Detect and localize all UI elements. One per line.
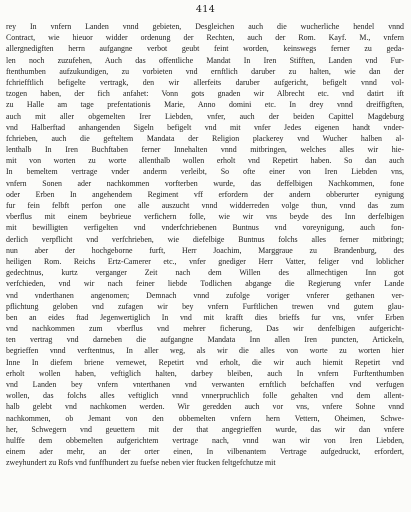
text-line: einem ader mehr, an der orter einen, In vilbenantem Vertrage aufgedruckt, erfordert, bbox=[6, 447, 404, 457]
text-line: halb gelebt vnd nachkomen werden. Wir geredden auch vor vns, vnfere Sohne vnnd bbox=[6, 402, 404, 412]
text-line: In bemeltem vertrage vnder anderm verleibt, So ofte einer von Iren Liebden vns, bbox=[6, 167, 404, 177]
text-line: her, Schwegern vnd geuettern mit der that angegrieffen wurde, das wir dan vnfere bbox=[6, 424, 404, 434]
text-line: verfchieden, vnd wir nach feiner liebde Todlichen abgange die Regierung vnfer Lande bbox=[6, 279, 404, 289]
text-line: Contract, wie hieuor widder ordenung der Rechten, auch der Rom. Kayf. M., vnfern bbox=[6, 33, 404, 43]
text-line: derlich verpflicht vnd verfchrieben, wie diefelbige Buntnus folchs alles ferner mitbringt; bbox=[6, 234, 404, 244]
text-line: mit von worten zu worte allenthalb wollen erholt vnd Repetirt haben. So dan auch bbox=[6, 156, 404, 166]
text-line: ftenthumben aufzukundigen, zu vorbieten vnd ernftlich daruber zu halten, wie dan der bbox=[6, 66, 404, 76]
text-line: vnd nachkommen zum vberflus vnd mehrer ficherung, Das wir denfelbigen aufgericht- bbox=[6, 324, 404, 334]
text-line: allergnedigften herrn aufgangne verbot geubt feint worden, keinswegs ferner zu geda- bbox=[6, 44, 404, 54]
text-line: zu Halle am tage prefentationis Marie, Anno domini etc. In drey vnnd dreiffigften, bbox=[6, 100, 404, 110]
text-line: fchriefftlich befigelte vertragk, den wir allerfeits daruber aufgericht, befigelt vnnd vol- bbox=[6, 77, 404, 87]
text-line: auch mit aller obgemelten Irer Liebden, vnfer, auch der beiden Capittel Magdeburg bbox=[6, 111, 404, 121]
text-line: vnfern Sonen ader nachkommen vorfterben wurde, das deffelbigen Nachkommen, fone bbox=[6, 178, 404, 188]
text-line: zweyhundert zu Rofs vnd funffhundert zu fuefse neben vier ftucken feltgefchutze mit bbox=[6, 458, 276, 468]
text-line: heiligen Rom. Reichs Ertz-Camerer etc., vnfer gnediger Herr Vatter, feliger vnd loblicher bbox=[6, 256, 404, 266]
text-line: vnd Halberftad anhangenden Sigeln befigelt vnd mit vnfer Jedes eigenen handt vnder- bbox=[6, 122, 404, 132]
text-line: ten vertrag vnd darneben die aufgangne Mandata Inn allen Iren puncten, Artickeln, bbox=[6, 335, 404, 345]
text-line: begrieffen vnnd verftentnus, In aller weg, als wir die alles von worte zu worten hier bbox=[6, 346, 404, 356]
body-text bbox=[6, 21, 404, 469]
text-line: vberflus mit einem beybrieue verfichern folle, wie wir vns beyde des Inn derfelbigen bbox=[6, 212, 404, 222]
text-line: fchrieben, auch die gefteltem Mandata der Religion plackerey vnd Wucher halben al- bbox=[6, 133, 404, 143]
text-line: ben an eides ftad Jegenwertiglich In vnd mit krafft dies brieffs fur vns, vnfer Erben bbox=[6, 312, 404, 322]
text-line: mit bewilligten verfigelten vnd vnderfchriebenen Buntnus vnd voreynigung, auch fon- bbox=[6, 223, 404, 233]
text-line: nachkommen, ob Jemant von den obbemelten vnfern hern Vettern, Oheimen, Schwe- bbox=[6, 413, 404, 423]
text-line: vnd vnderthanen angenomen; Demnach vnnd zufolge voriger vnferer gethanen ver- bbox=[6, 290, 404, 300]
text-line: oder Erben In angehendem Regiment vff erfordern der andern obberurter eynigung bbox=[6, 189, 404, 199]
text-line: rey In vnfern Landen vnnd gebieten, Desgleichen auch die wucherliche hendel vnnd bbox=[6, 22, 404, 31]
text-line: tzogen haben, der fich anfahet: Vonn gots gnaden wir Albrecht etc. vnd datirt ift bbox=[6, 89, 404, 99]
text-line: Inne In diefem briene vernewet, Repetirt vnd erholt, die wir auch hiemit Repetirt vnd bbox=[6, 357, 404, 367]
page-number: 414 bbox=[195, 4, 216, 15]
text-line: wollen, das folchs alles veftiglich vnnd vnnerpruchlich folle gehalten vnd dem allent- bbox=[6, 391, 404, 401]
text-line: gedechtnus, kurtz verganger Zeit nach dem Willen des allmechtigen Inn got bbox=[6, 268, 404, 278]
text-line: pflichtung geloben vnd zufagen wir bey vnfern Furftlichen trewen vnd gutem glau- bbox=[6, 301, 404, 311]
text-line: lenthalb In Iren Buchftaben ferner Innehalten vnnd mitbringen, welches alles wir hie- bbox=[6, 145, 404, 155]
text-line: vnd Landen bey vnfern vnterthanen vnd verwanten ernftlich befchaffen vnd verfugen bbox=[6, 380, 404, 389]
text-line: fur fein felbft perfon one alle auszucht vnnd widderreden volge thun, vnnd das zum bbox=[6, 201, 404, 210]
text-line: erholt wollen haben, veftiglich halten, darbey bleiben, auch In vnfern Furftenthumben bbox=[6, 368, 404, 378]
text-line: nun aber der hochgeborne furft, Herr Joachim, Marggraue zu Brandenburg, des bbox=[6, 245, 404, 255]
text-line: len noch zuzufehen, Auch das offentliche Mandat In Iren Stifften, Landen vnd Fur- bbox=[6, 55, 404, 65]
text-line: hulffe dem obbemelten aufgerichtem vertrage nach, vnnd wan wir von Iren Liebden, bbox=[6, 435, 404, 445]
